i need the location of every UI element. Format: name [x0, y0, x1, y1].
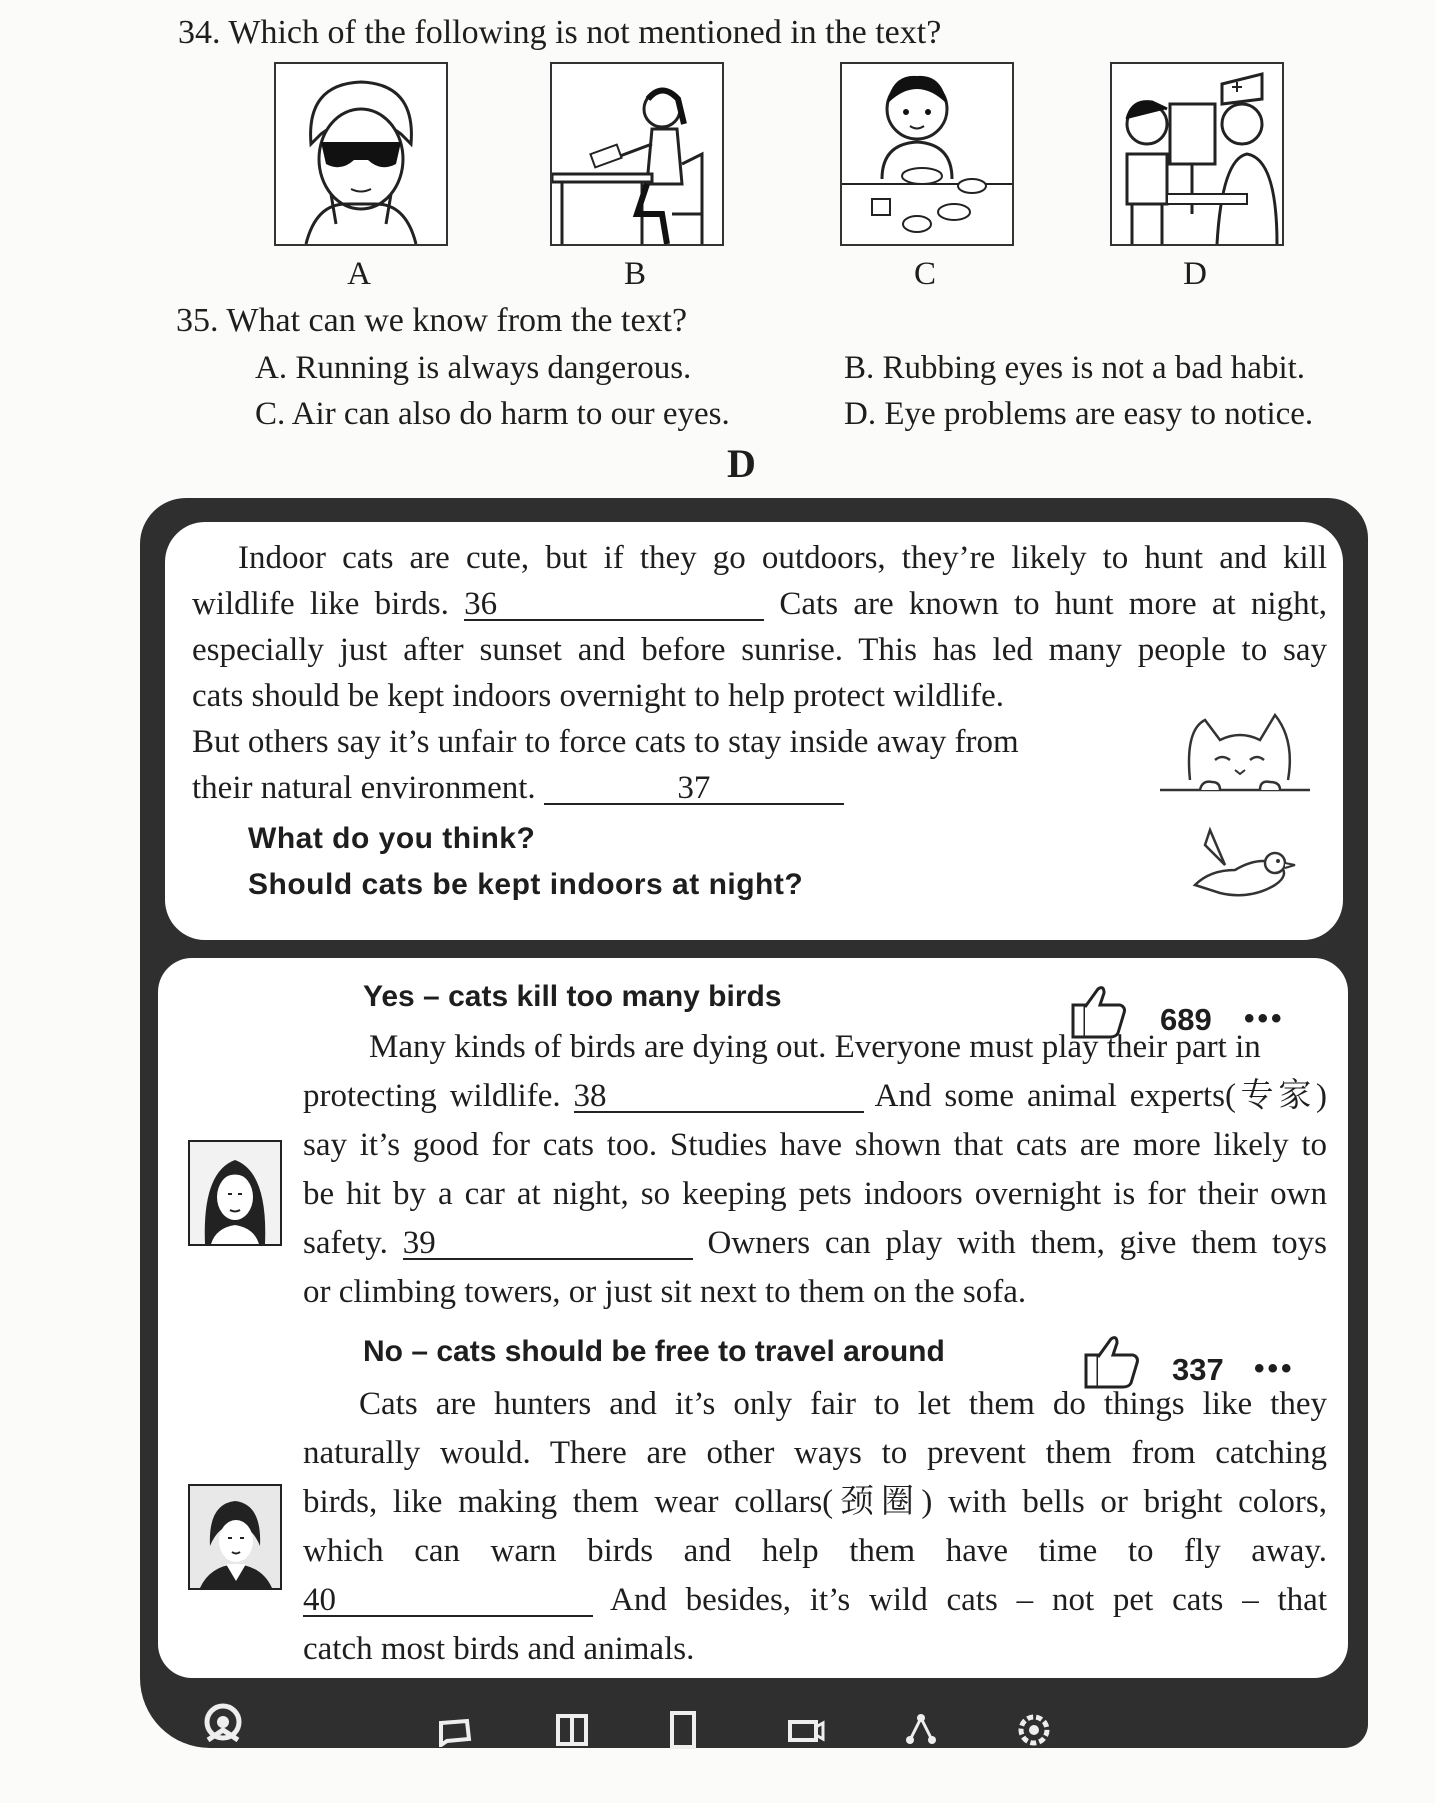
sunglasses-person-illustration — [276, 64, 446, 244]
yes-line-6: or climbing towers, or just sit next to them on the sofa. — [303, 1274, 1027, 1310]
intro-line-3: especially just after sunset and before sunrise. This has led many people to say — [192, 632, 1327, 668]
blank-40 — [303, 1582, 593, 1618]
yes-line-2b: And some animal experts(专家) — [874, 1078, 1328, 1114]
share-icon[interactable] — [904, 1710, 938, 1750]
yes-line-3: say it’s good for cats too. Studies have shown that cats are more likely to — [303, 1127, 1327, 1163]
avatar-yes — [188, 1140, 282, 1246]
no-like-count: 337 — [1172, 1352, 1224, 1387]
blank-38-number: 38 — [573, 1078, 607, 1114]
section-letter: D — [727, 441, 756, 486]
intro-line-6 — [192, 765, 1327, 811]
no-more-button[interactable]: ••• — [1254, 1352, 1295, 1385]
picture-a — [274, 62, 448, 246]
no-line-1: Cats are hunters and it’s only fair to let them do things like they — [359, 1386, 1327, 1422]
no-line-2: naturally would. There are other ways to prevent them from catching — [303, 1435, 1327, 1471]
intro-line-2 — [192, 581, 1327, 627]
yes-line-1: Many kinds of birds are dying out. Everyone must play their part in — [369, 1029, 1261, 1065]
cat-peeking-icon — [1160, 710, 1320, 805]
no-line-5 — [303, 1577, 1327, 1623]
blank-38 — [573, 1078, 864, 1114]
camera-icon[interactable] — [786, 1714, 826, 1746]
no-line-4: which can warn birds and help them have time to fly away. — [303, 1533, 1327, 1569]
intro-line-2b: Cats are known to hunt more at night, — [779, 586, 1328, 622]
yes-comment-text — [303, 1024, 1327, 1315]
intro-line-5: But others say it’s unfair to force cats to stay inside away from — [192, 724, 1019, 760]
question-should-cats: Should cats be kept indoors at night? — [248, 868, 804, 901]
boy-eating-illustration — [842, 64, 1012, 244]
option-b: B. Rubbing eyes is not a bad habit. — [844, 350, 1306, 386]
question-34-title: 34. Which of the following is not mentioned in the text? — [178, 14, 942, 51]
no-line-3: birds, like making them wear collars(颈圈) with bells or bright colors, — [303, 1484, 1327, 1520]
avatar-no — [188, 1484, 282, 1590]
blank-37 — [544, 770, 844, 806]
yes-more-button[interactable]: ••• — [1244, 1002, 1285, 1035]
yes-like-count: 689 — [1160, 1002, 1212, 1037]
picture-b-label: B — [623, 256, 646, 292]
question-what-do-you-think: What do you think? — [248, 822, 536, 855]
intro-line-2a: wildlife like birds. — [192, 586, 449, 622]
blank-39 — [402, 1225, 693, 1261]
eye-exam-illustration — [1112, 64, 1282, 244]
yes-line-5 — [303, 1220, 1327, 1266]
yes-line-4: be hit by a car at night, so keeping pets indoors overnight is for their own — [303, 1176, 1327, 1212]
intro-line-1: Indoor cats are cute, but if they go outdoors, they’re likely to hunt and kill — [238, 540, 1327, 576]
yes-line-2 — [303, 1073, 1327, 1119]
picture-b — [550, 62, 724, 246]
picture-c-label: C — [913, 256, 936, 292]
picture-c — [840, 62, 1014, 246]
no-line-5b: And besides, it’s wild cats – not pet cats – that — [610, 1582, 1327, 1618]
blank-36-number: 36 — [464, 586, 498, 622]
no-heading: No – cats should be free to travel around — [363, 1335, 945, 1368]
book-icon[interactable] — [554, 1712, 590, 1748]
phone-icon[interactable] — [668, 1710, 698, 1750]
bird-icon — [1190, 825, 1300, 905]
option-c: C. Air can also do harm to our eyes. — [255, 396, 730, 432]
no-line-6: catch most birds and animals. — [303, 1631, 695, 1667]
logo-icon[interactable] — [198, 1700, 248, 1750]
intro-text — [192, 535, 1327, 811]
yes-line-5a: safety. — [303, 1225, 388, 1261]
blank-39-number: 39 — [402, 1225, 436, 1261]
picture-a-label: A — [347, 256, 371, 292]
blank-36 — [464, 586, 764, 622]
yes-line-2a: protecting wildlife. — [303, 1078, 561, 1114]
option-d: D. Eye problems are easy to notice. — [844, 396, 1314, 432]
blank-37-number: 37 — [677, 770, 711, 806]
intro-line-4: cats should be kept indoors overnight to help protect wildlife. — [192, 678, 1004, 714]
blank-40-number: 40 — [303, 1582, 336, 1618]
question-35-title: 35. What can we know from the text? — [176, 302, 688, 339]
no-comment-text — [303, 1381, 1327, 1672]
picture-d — [1110, 62, 1284, 246]
intro-line-6a: their natural environment. — [192, 770, 536, 806]
option-a: A. Running is always dangerous. — [255, 350, 692, 386]
girl-phone-illustration — [552, 64, 722, 244]
settings-icon[interactable] — [1015, 1711, 1053, 1749]
yes-line-5b: Owners can play with them, give them toys — [707, 1225, 1328, 1261]
chat-icon[interactable] — [437, 1717, 473, 1747]
yes-heading: Yes – cats kill too many birds — [363, 980, 782, 1013]
picture-d-label: D — [1183, 256, 1207, 292]
